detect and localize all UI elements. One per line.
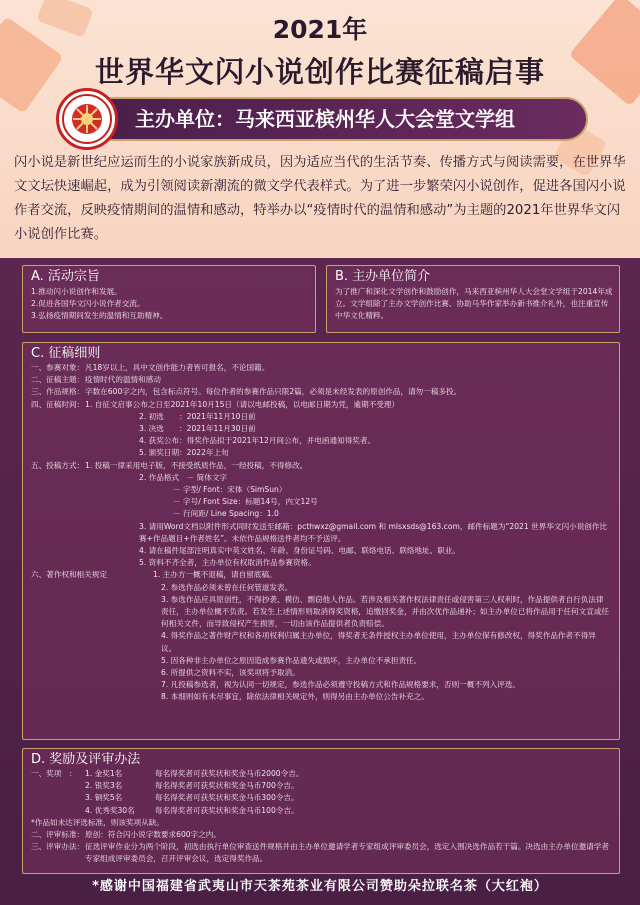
rule-subitem: 3. 决选 ：2021年11月30日前 <box>139 424 256 434</box>
award-name: 4. 优秀奖30名 <box>85 805 135 815</box>
rule-subitem: 3. 请用Word文档以附件形式同时发送至邮箱：pcthwxz@gmail.com 和 mlsxsds@163.com，邮件标题为“2021 世界华文闪小说创作比赛+作品题目+作者姓名”。未依作品规格送件者均不予送评。 <box>139 521 608 543</box>
award-value: 每名得奖者可获奖状和奖金马币2000令吉。 <box>155 769 304 778</box>
rule-row <box>23 362 619 374</box>
list-item: 3.弘扬疫情期间发生的温情和互助精神。 <box>31 311 168 321</box>
poster-year: 2021年 <box>272 15 368 44</box>
section-c-panel <box>22 342 620 740</box>
intro-paragraph: 闪小说是新世纪应运而生的小说家族新成员，因为适应当代的生活节奏、传播方式与阅读需要，在世界华文文坛快速崛起，成为引领阅读新潮流的微文学代表样式。为了进一步繁荣闪小说创作，促进各国闪小说作者交流，反映疫情期间的温情和感动，特举办以“疫情时代的温情和感动”为主题的2021年世界华文闪小说创作比赛。 <box>14 155 626 242</box>
rule-value: 1. 自征文启事公布之日至2021年10月15日（请以电邮投稿，以电邮日期为凭，逾期不受理） <box>85 399 400 409</box>
rule-subitem: 5. 颁奖日期：2022年上旬 <box>139 448 229 458</box>
list-item: 2.促进各国华文闪小说作者交流。 <box>31 299 145 309</box>
section-b-title: B. 主办单位简介 <box>335 269 431 284</box>
rule-row <box>23 829 619 841</box>
award-value: 每名得奖者可获奖状和奖金马币300令吉。 <box>155 793 299 803</box>
section-d-title: D. 奖励及评审办法 <box>31 752 141 767</box>
rule-row <box>23 399 619 411</box>
rule-value: 凡18岁以上，具中文创作能力者皆可报名，不论国籍。 <box>85 363 270 372</box>
rule-subitem: 4. 得奖作品之著作财产权和各项权利归属主办单位，得奖者无条件授权主办单位使用，主办单位保有修改权，得奖作品作者不得异议。 <box>161 631 596 653</box>
rule-subitem: 2. 参选作品必须未曾在任何管道发表。 <box>161 582 293 592</box>
rule-row <box>23 569 619 581</box>
award-name: 3. 铜奖5名 <box>85 793 123 803</box>
section-b-panel <box>326 265 620 333</box>
sponsor-footer: *感谢中国福建省武夷山市天茶苑茶业有限公司赞助朵拉联名茶（大红袍） <box>92 879 548 894</box>
rule-value: 1. 投稿一律采用电子版，不接受纸质作品，一经投稿，不得修改。 <box>85 460 308 470</box>
organizer-banner: 主办单位：马来西亚槟州华人大会堂文学组 <box>78 97 588 141</box>
award-name: 2. 银奖3名 <box>85 781 123 791</box>
section-d-panel <box>22 748 620 874</box>
rule-row <box>23 841 619 865</box>
rule-key: 三、作品规格： <box>31 387 85 397</box>
award-key: 一、奖项 ： <box>31 769 77 778</box>
award-row <box>23 805 619 817</box>
rule-value: 征选评审作业分为两个阶段，初选由执行单位审查送件规格并由主办单位邀请学者专家组成评审委员会，选定入围决选作品若干篇。决选由主办单位邀请学者专家组成评审委员会，召开评审会议，选定得奖作品。 <box>85 842 609 864</box>
rule-value: 字数在600字之内，包含标点符号。每位作者的参赛作品只限2篇，必须是未经发表的原创作品，请勿一稿多投。 <box>85 387 462 397</box>
award-row <box>23 792 619 804</box>
rule-key: 四、征稿时间： <box>31 399 85 409</box>
rule-subitem: － 字号/ Font Size：标题14号，内文12号 <box>173 497 318 507</box>
rule-subitem: － 字型/ Font：宋体（SimSun） <box>173 485 287 495</box>
rule-subitem: － 行间距/ Line Spacing：1.0 <box>173 509 279 519</box>
organizer-logo <box>56 88 118 150</box>
rule-key: 二、评审标准： <box>31 830 85 840</box>
rule-value: 原创：符合闪小说字数要求600字之内。 <box>85 830 221 840</box>
rule-subitem: 4. 请在稿件尾部注明真实中英文姓名、年龄、身份证号码、电邮、联络电话、联络地址、职业。 <box>139 546 460 556</box>
rule-key: 二、征稿主题： <box>31 375 85 385</box>
rule-row <box>23 386 619 398</box>
rule-value: 疫情时代的温情和感动 <box>85 375 161 385</box>
award-value: 每名得奖者可获奖状和奖金马币700令吉。 <box>155 781 299 791</box>
rule-key: 六、著作权和相关规定 <box>31 570 107 580</box>
section-b-text: 为了推广和深化文学创作和鼓励创作，马来西亚槟州华人大会堂文学组于2014年成立。文学组除了主办文学创作比赛、协助马华作家举办新书推介礼外，也注重宣传中华文化精粹。 <box>335 287 613 321</box>
rule-key: 三、评审办法： <box>31 842 85 852</box>
rule-subitem: 5. 因各种非主办单位之原因造成参赛作品遗失或损坏，主办单位不承担责任。 <box>161 655 422 665</box>
award-row <box>23 768 619 780</box>
award-row <box>23 780 619 792</box>
section-a-title: A. 活动宗旨 <box>31 269 100 284</box>
poster-title: 世界华文闪小说创作比赛征稿启事 <box>94 55 545 89</box>
rule-row <box>23 374 619 386</box>
rule-subitem: 2. 作品格式 － 简体文字 <box>139 472 228 482</box>
rule-subitem: 4. 获奖公布：得奖作品拟于2021年12月间公布，并电函通知得奖者。 <box>139 436 376 446</box>
award-name: 1. 金奖1名 <box>85 769 123 778</box>
rule-key: 五、投稿方式： <box>31 460 85 470</box>
award-value: 每名得奖者可获奖状和奖金马币100令吉。 <box>155 805 299 815</box>
award-note: *作品如未达评选标准，则该奖项从缺。 <box>31 817 164 827</box>
list-item: 1.推动闪小说创作和发展。 <box>31 287 122 296</box>
emblem-icon <box>61 93 113 145</box>
rule-subitem: 3. 参选作品应具原创性，不得抄袭、模仿、剽窃他人作品。若涉及相关著作权法律责任或侵害第三人权利时，作品提供者自行负法律责任，主办单位概不负责。若发生上述情形则取消得奖资格，追缴回奖金，并由次优作品递补；如主办单位已将作品用于任何文宣或任何相关文件，而导致侵权产生损害，一切由该作品提供者负责赔偿。 <box>161 594 610 629</box>
rule-subitem: 5. 资料不齐全者，主办单位有权取消作品参赛资格。 <box>139 558 316 568</box>
rule-row <box>23 460 619 472</box>
rule-value: 1. 主办方一概不退稿，请自留底稿。 <box>153 570 277 580</box>
rule-subitem: 2. 初选 ：2021年11月10日前 <box>139 411 256 421</box>
rule-key: 一、参赛对象： <box>31 363 85 372</box>
rule-subitem: 8. 本细则如有未尽事宜，除依法律相关规定外，则得另由主办单位公告补充之。 <box>161 692 429 702</box>
rule-subitem: 7. 凡投稿参选者，视为认同一切规定，参选作品必须遵守投稿方式和作品规格要求，否则一概不列入评选。 <box>161 680 520 690</box>
section-a-panel <box>22 265 316 333</box>
rule-subitem: 6. 所提供之资料不实，该奖项将予取消。 <box>161 668 300 678</box>
section-c-title: C. 征稿细则 <box>31 346 101 361</box>
